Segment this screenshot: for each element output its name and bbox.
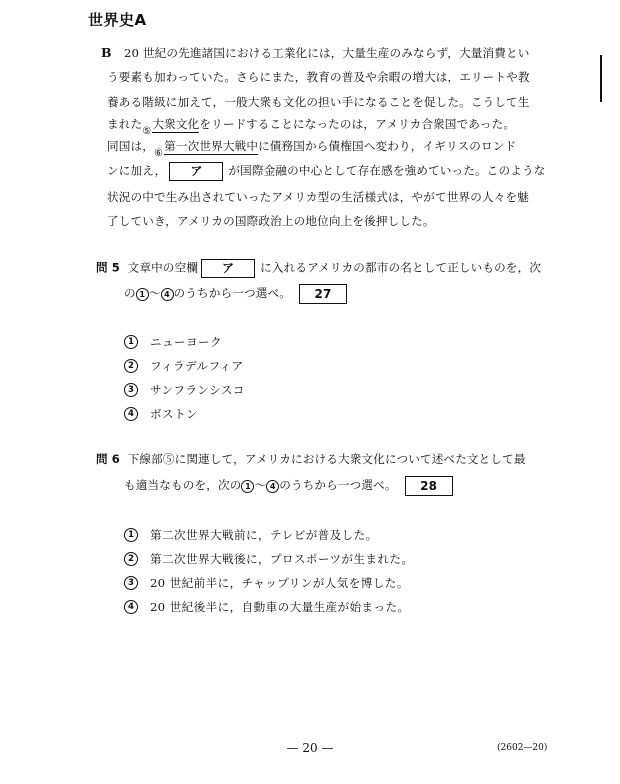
line5-before: 同国は， — [107, 139, 154, 153]
q6-option-1-text: 第二次世界大戦前に，テレビが普及した。 — [150, 527, 378, 542]
q5-option-2[interactable] — [124, 355, 244, 374]
option-number-icon: 1 — [124, 335, 138, 349]
q5-blank-a-box: ア — [201, 259, 255, 278]
line4-after: をリードすることになったのは，アメリカ合衆国であった。 — [199, 117, 516, 131]
q6-line-1 — [96, 451, 526, 467]
q5-range-end: 4 — [161, 288, 174, 301]
subject-title: 世界史A — [88, 11, 147, 29]
q5-text-before: 文章中の空欄 — [127, 260, 199, 275]
q6-option-2[interactable] — [124, 548, 413, 567]
q5-option-1[interactable] — [124, 331, 222, 350]
passage-line-7: 状況の中で生み出されていったアメリカ型の生活様式は，やがて世界の人々を魅 — [107, 190, 529, 204]
q6-option-4[interactable] — [124, 596, 410, 615]
line5-after: に債務国から債権国へ変わり，イギリスのロンド — [258, 139, 517, 153]
underline-marker-5: ⑤ — [142, 126, 152, 137]
q5-line-1 — [96, 259, 541, 278]
margin-rule — [600, 55, 602, 102]
q6-answer-box[interactable]: 28 — [405, 476, 453, 496]
passage-line-6 — [107, 162, 546, 181]
q5-answer-box[interactable]: 27 — [299, 284, 347, 304]
passage-label: B — [101, 45, 112, 60]
q6-range-sep: 〜 — [254, 478, 267, 492]
q6-option-3-text: 20 世紀前半に，チャップリンが人気を博した。 — [150, 575, 409, 590]
line6-after: が国際金融の中心として存在感を強めていった。このような — [228, 163, 546, 178]
option-number-icon: 2 — [124, 359, 138, 373]
passage-line-5 — [107, 138, 517, 159]
q6-text-1: 下線部⑤に関連して，アメリカにおける大衆文化について述べた文として最 — [127, 452, 526, 466]
q5-line2-post: のうちから一つ選べ。 — [173, 286, 291, 300]
passage-line-3: 養ある階級に加えて，一般大衆も文化の担い手になることを促した。こうして生 — [107, 95, 530, 109]
passage-line-1: 20 世紀の先進諸国における工業化には，大量生産のみならず，大量消費とい — [124, 46, 530, 60]
q5-range-sep: 〜 — [148, 286, 161, 300]
option-number-icon: 2 — [124, 552, 138, 566]
q5-option-4[interactable] — [124, 403, 198, 422]
q6-range-start: 1 — [241, 480, 254, 493]
q6-option-1[interactable] — [124, 524, 378, 543]
q5-option-1-text: ニューヨーク — [150, 334, 222, 349]
q6-label: 問 6 — [96, 452, 120, 466]
q5-option-4-text: ボストン — [150, 406, 198, 421]
q5-line2-pre: の — [124, 286, 136, 300]
q6-option-2-text: 第二次世界大戦後に，プロスポーツが生まれた。 — [150, 551, 414, 566]
underlined-wwi: 第一次世界大戦中 — [164, 139, 259, 153]
q6-option-4-text: 20 世紀後半に，自動車の大量生産が始まった。 — [150, 599, 410, 614]
underlined-mass-culture: 大衆文化 — [152, 117, 200, 131]
underline-marker-6: ⑥ — [153, 148, 164, 159]
q5-text-after: に入れるアメリカの都市の名として正しいものを，次 — [260, 260, 542, 275]
exam-code: (2602—20) — [497, 743, 548, 753]
passage-line-2: う要素も加わっていた。さらにまた，教育の普及や余暇の増大は，エリートや教 — [107, 70, 530, 84]
q6-option-3[interactable] — [124, 572, 409, 591]
line4-before: まれた — [107, 117, 143, 131]
q5-range-start: 1 — [136, 288, 149, 301]
q6-line2-pre: も適当なものを，次の — [124, 478, 242, 492]
passage-line-4 — [107, 116, 516, 137]
option-number-icon: 3 — [124, 576, 138, 590]
blank-a-box: ア — [169, 162, 223, 181]
option-number-icon: 4 — [124, 407, 138, 421]
q5-option-2-text: フィラデルフィア — [150, 358, 244, 373]
q6-line-2 — [124, 476, 453, 496]
q5-option-3-text: サンフランシスコ — [150, 382, 245, 397]
q6-line2-post: のうちから一つ選べ。 — [279, 478, 397, 492]
q5-line-2 — [124, 284, 347, 304]
page-number: — 20 — — [286, 741, 334, 755]
q5-label: 問 5 — [96, 260, 120, 275]
option-number-icon: 4 — [124, 600, 138, 614]
option-number-icon: 1 — [124, 528, 138, 542]
passage-line-8: 了していき，アメリカの国際政治上の地位向上を後押しした。 — [107, 214, 435, 228]
q6-range-end: 4 — [266, 480, 279, 493]
option-number-icon: 3 — [124, 383, 138, 397]
line6-before: ンに加え， — [107, 163, 167, 178]
q5-option-3[interactable] — [124, 379, 245, 398]
